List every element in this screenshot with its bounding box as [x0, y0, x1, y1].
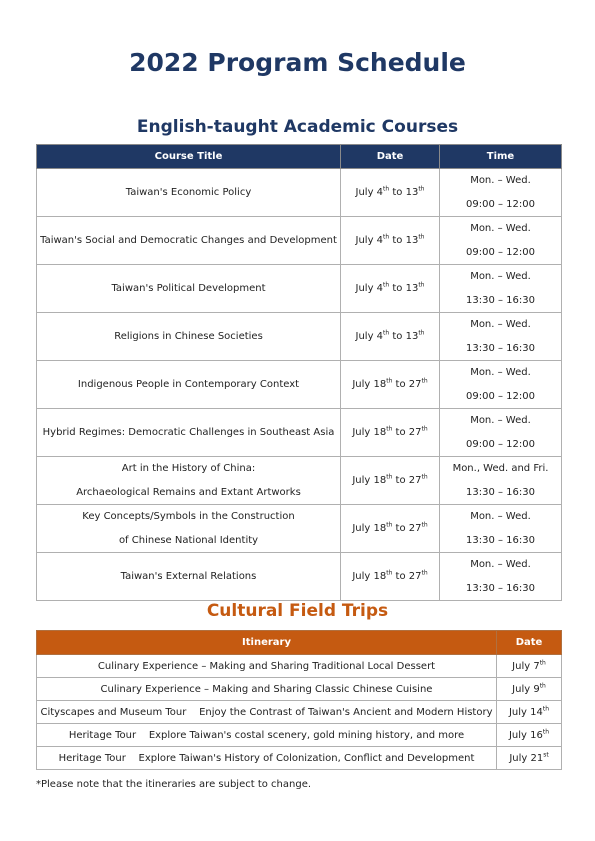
trip-date-cell: [497, 747, 562, 770]
itinerary-text: Heritage Tour Explore Taiwan's History of Colonization, Conflict and Development: [58, 752, 475, 764]
trip-date-suffix: st: [543, 751, 549, 759]
trip-date-cell: [497, 655, 562, 678]
date-start: July 18: [352, 474, 387, 486]
course-time-cell: [440, 265, 562, 313]
table-row: [37, 409, 562, 457]
course-title-cell: [37, 313, 341, 361]
course-date-cell: [341, 505, 440, 553]
footnote: *Please note that the itineraries are subject to change.: [36, 779, 312, 790]
time-days: Mon. – Wed.: [470, 367, 531, 378]
course-date-cell: [341, 361, 440, 409]
course-title-cell: [37, 169, 341, 217]
table-row: [37, 217, 562, 265]
date-start: July 4: [355, 282, 384, 294]
course-title-cell: [37, 553, 341, 601]
course-title-cell: [37, 361, 341, 409]
trip-date: July 9: [512, 683, 540, 695]
itinerary-text: Culinary Experience – Making and Sharing Traditional Local Dessert: [97, 660, 436, 672]
date-start-suffix: th: [386, 425, 393, 433]
field-trips-table: [36, 630, 562, 770]
time-hours: 13:30 – 16:30: [466, 534, 535, 546]
date-end: to 13: [389, 186, 419, 198]
course-time-cell: [440, 505, 562, 553]
courses-section-title: English-taught Academic Courses: [136, 117, 459, 137]
course-title-line: Hybrid Regimes: Democratic Challenges in Southeast Asia: [42, 426, 335, 438]
itinerary-text: Cityscapes and Museum Tour Enjoy the Contrast of Taiwan's Ancient and Modern History: [40, 706, 493, 718]
date-end: to 27: [392, 522, 422, 534]
date-start: July 4: [355, 234, 384, 246]
time-header: Time: [440, 145, 562, 169]
course-date-cell: [341, 313, 440, 361]
time-hours: 13:30 – 16:30: [466, 582, 535, 594]
time-hours: 09:00 – 12:00: [466, 246, 535, 258]
date-header: Date: [341, 145, 440, 169]
date-end-suffix: th: [421, 473, 428, 481]
date-end-suffix: th: [421, 425, 428, 433]
itinerary-text: Culinary Experience – Making and Sharing Classic Chinese Cuisine: [100, 683, 433, 695]
date-start-suffix: th: [383, 185, 390, 193]
table-row: [37, 457, 562, 505]
table-row: [37, 313, 562, 361]
course-title-cell: [37, 505, 341, 553]
date-start-suffix: th: [386, 521, 393, 529]
trip-date-cell: [497, 724, 562, 747]
time-days: Mon. – Wed.: [470, 559, 531, 570]
course-date-cell: [341, 409, 440, 457]
itinerary-text: Heritage Tour Explore Taiwan's costal scenery, gold mining history, and more: [68, 729, 465, 741]
course-title-line: Taiwan's Economic Policy: [125, 186, 252, 198]
course-title-cell: [37, 409, 341, 457]
course-time-cell: [440, 313, 562, 361]
date-end: to 27: [392, 378, 422, 390]
table-row: [37, 655, 562, 678]
table-row: [37, 361, 562, 409]
date-end-suffix: th: [421, 377, 428, 385]
itinerary-cell: [37, 655, 497, 678]
time-days: Mon. – Wed.: [470, 175, 531, 186]
trip-date-suffix: th: [539, 659, 546, 667]
table-row: [37, 701, 562, 724]
trip-date: July 16: [508, 729, 543, 741]
date-start: July 18: [352, 522, 387, 534]
trip-date-suffix: th: [542, 705, 550, 713]
time-days: Mon. – Wed.: [470, 223, 531, 234]
trip-date: July 21: [509, 752, 544, 764]
date-end: to 13: [389, 282, 419, 294]
course-title-cell: [37, 457, 341, 505]
course-date-cell: [341, 553, 440, 601]
course-time-cell: [440, 217, 562, 265]
date-start: July 18: [352, 570, 387, 582]
trip-date-cell: [497, 701, 562, 724]
course-title-line: Indigenous People in Contemporary Context: [77, 378, 300, 390]
date-start-suffix: th: [386, 473, 393, 481]
time-days: Mon., Wed. and Fri.: [452, 463, 549, 474]
course-title-line: Religions in Chinese Societies: [114, 330, 263, 342]
field-trips-section-title: Cultural Field Trips: [206, 601, 389, 621]
time-hours: 13:30 – 16:30: [466, 294, 535, 306]
course-date-cell: [341, 217, 440, 265]
course-title-line: Art in the History of China:: [121, 463, 256, 474]
time-days: Mon. – Wed.: [470, 511, 531, 522]
table-row: [37, 724, 562, 747]
date-start-suffix: th: [386, 569, 393, 577]
trip-date-suffix: th: [539, 682, 546, 690]
date-start: July 4: [355, 186, 384, 198]
course-time-cell: [440, 553, 562, 601]
time-hours: 09:00 – 12:00: [466, 390, 535, 402]
time-hours: 09:00 – 12:00: [466, 438, 535, 450]
time-hours: 13:30 – 16:30: [466, 342, 535, 354]
table-row: [37, 169, 562, 217]
date-end-suffix: th: [418, 281, 425, 289]
course-time-cell: [440, 457, 562, 505]
course-title-line: Taiwan's Social and Democratic Changes and Development: [40, 234, 337, 246]
course-title-cell: [37, 265, 341, 313]
time-days: Mon. – Wed.: [470, 271, 531, 282]
course-time-cell: [440, 409, 562, 457]
course-title-line: Archaeological Remains and Extant Artworks: [76, 486, 301, 498]
table-row: [37, 265, 562, 313]
itinerary-header: Itinerary: [37, 631, 497, 655]
date-end-suffix: th: [421, 521, 428, 529]
date-end: to 13: [389, 234, 419, 246]
trip-date: July 7: [512, 660, 540, 672]
date-start: July 18: [352, 426, 387, 438]
time-days: Mon. – Wed.: [470, 319, 531, 330]
date-start-suffix: th: [386, 377, 393, 385]
course-title-line: Taiwan's External Relations: [120, 570, 257, 582]
table-row: [37, 747, 562, 770]
trip-date-suffix: th: [542, 728, 550, 736]
itinerary-cell: [37, 747, 497, 770]
courses-table: [36, 144, 562, 601]
course-date-cell: [341, 265, 440, 313]
course-date-cell: [341, 169, 440, 217]
course-time-cell: [440, 361, 562, 409]
date-end-suffix: th: [418, 233, 425, 241]
course-title-cell: [37, 217, 341, 265]
table-row: [37, 678, 562, 701]
date-start-suffix: th: [383, 233, 390, 241]
page-title: 2022 Program Schedule: [129, 48, 466, 77]
date-start: July 18: [352, 378, 387, 390]
trip-date-header: Date: [497, 631, 562, 655]
table-row: [37, 553, 562, 601]
date-end-suffix: th: [418, 329, 425, 337]
trip-date-cell: [497, 678, 562, 701]
time-hours: 13:30 – 16:30: [466, 486, 535, 498]
field-trips-header-row: [37, 631, 562, 655]
date-end: to 27: [392, 426, 422, 438]
course-title-header: Course Title: [37, 145, 341, 169]
course-title-line: of Chinese National Identity: [118, 534, 259, 546]
itinerary-cell: [37, 701, 497, 724]
date-start-suffix: th: [383, 281, 390, 289]
date-end-suffix: th: [421, 569, 428, 577]
date-end: to 27: [392, 474, 422, 486]
date-end: to 27: [392, 570, 422, 582]
table-row: [37, 505, 562, 553]
date-end-suffix: th: [418, 185, 425, 193]
course-title-line: Key Concepts/Symbols in the Construction: [82, 511, 295, 522]
time-hours: 09:00 – 12:00: [466, 198, 535, 210]
date-end: to 13: [389, 330, 419, 342]
date-start-suffix: th: [383, 329, 390, 337]
itinerary-cell: [37, 678, 497, 701]
course-time-cell: [440, 169, 562, 217]
itinerary-cell: [37, 724, 497, 747]
trip-date: July 14: [508, 706, 543, 718]
course-title-line: Taiwan's Political Development: [111, 282, 266, 294]
date-start: July 4: [355, 330, 384, 342]
courses-header-row: [37, 145, 562, 169]
course-date-cell: [341, 457, 440, 505]
time-days: Mon. – Wed.: [470, 415, 531, 426]
